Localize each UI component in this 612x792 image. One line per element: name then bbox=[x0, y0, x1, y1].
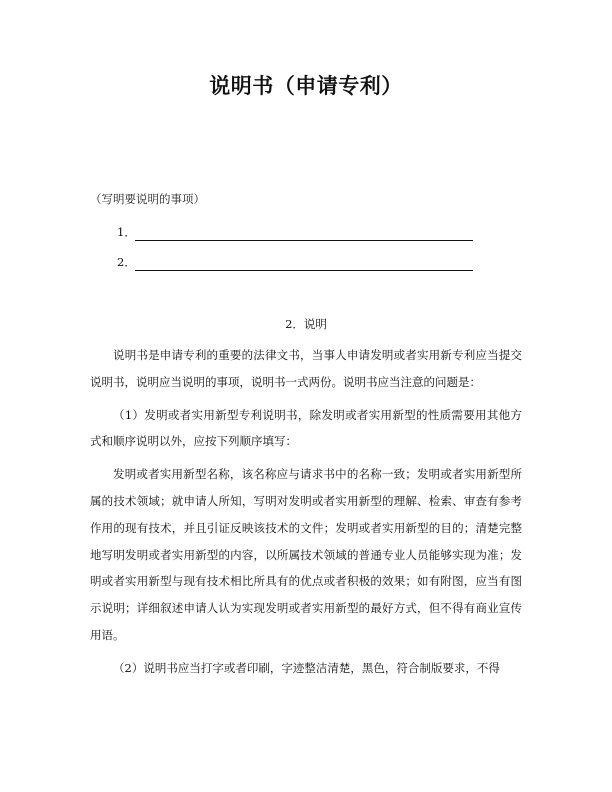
instruction-note: （写明要说明的事项） bbox=[90, 192, 205, 206]
paragraph: 说明书是申请专利的重要的法律文书，当事人申请发明或者实用新专利应当提交说明书，说明应当说明的事项，说明书一式两份。说明书应当注意的问题是： bbox=[90, 348, 522, 389]
fill-in-number: 2． bbox=[117, 255, 136, 269]
fill-in-blank bbox=[135, 258, 473, 271]
fill-in-blank bbox=[135, 228, 473, 241]
body-text bbox=[90, 342, 522, 682]
fill-in-line-1 bbox=[117, 223, 473, 241]
paragraph: （1）发明或者实用新型专利说明书，除发明或者实用新型的性质需要用其他方式和顺序说明以外，应按下列顺序填写： bbox=[90, 407, 522, 449]
fill-in-line-2 bbox=[117, 253, 473, 271]
paragraph: 发明或者实用新型名称，该名称应与请求书中的名称一致；发明或者实用新型所属的技术领域；就申请人所知，写明对发明或者实用新型的理解、检索、审查有参考作用的现有技术，并且引证反映该技术的文件；发明或者实用新型的目的；清楚完整地写明发明或者实用新型的内容，以所属技术领域的普通专业人员能够实现为准；发明或者实用新型与现有技术相比所具有的优点或者积极的效果；如有附图，应当有图示说明；详细叙述申请人认为实现发明或者实用新型的最好方式，但不得有商业宣传用语。 bbox=[90, 467, 522, 642]
paragraph: （2）说明书应当打字或者印刷，字迹整洁清楚，黑色，符合制版要求，不得 bbox=[113, 660, 500, 675]
section-heading: 2．说明 bbox=[285, 317, 327, 331]
page-title: 说明书（申请专利） bbox=[209, 74, 403, 98]
fill-in-number: 1． bbox=[117, 225, 136, 239]
